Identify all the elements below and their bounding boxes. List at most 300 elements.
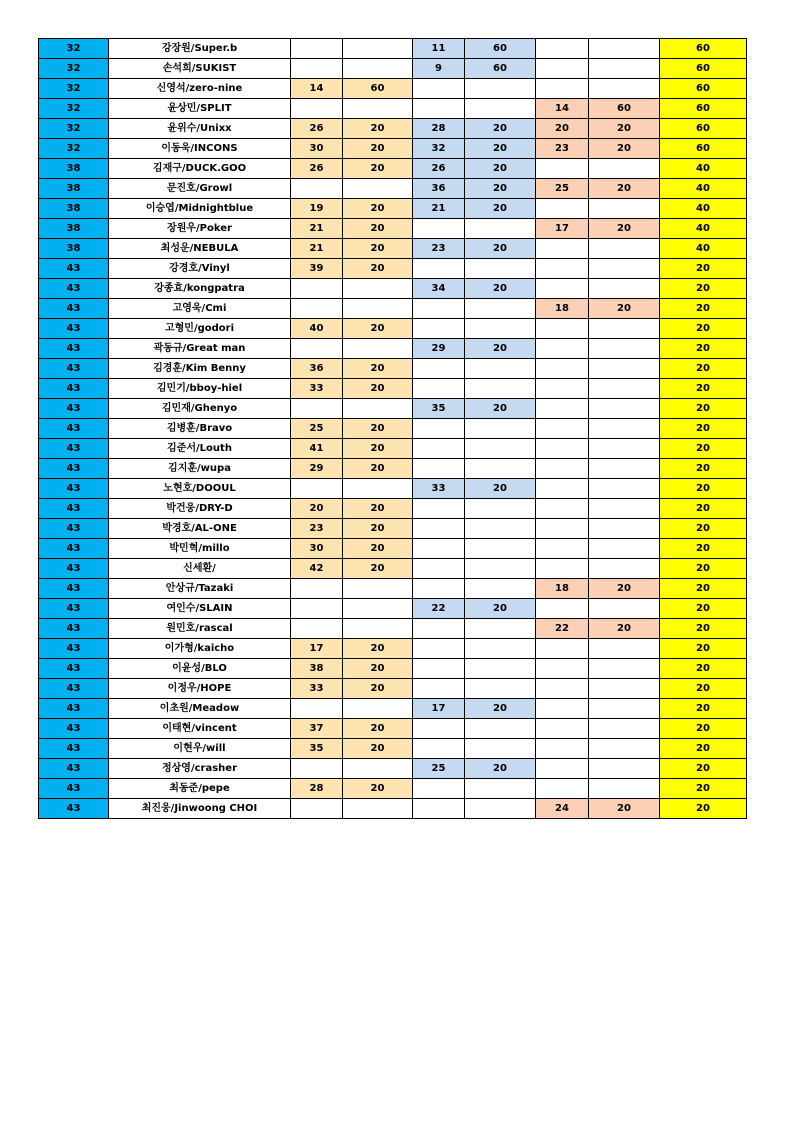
group-c-points-cell	[589, 519, 660, 539]
group-b-placing-cell	[413, 559, 465, 579]
table-row	[39, 459, 747, 479]
group-b-points-cell: 20	[465, 179, 536, 199]
group-c-points-cell	[589, 319, 660, 339]
group-a-points-cell: 20	[343, 459, 413, 479]
player-name-cell: 강장원/Super.b	[109, 39, 291, 59]
group-c-points-cell	[589, 779, 660, 799]
player-name-cell: 이현우/will	[109, 739, 291, 759]
table-row	[39, 79, 747, 99]
group-a-placing-cell: 41	[291, 439, 343, 459]
table-row	[39, 179, 747, 199]
group-c-points-cell	[589, 439, 660, 459]
rank-cell: 43	[39, 279, 109, 299]
group-b-points-cell	[465, 299, 536, 319]
rank-cell: 43	[39, 719, 109, 739]
group-b-points-cell	[465, 379, 536, 399]
player-name-cell: 박건웅/DRY-D	[109, 499, 291, 519]
group-a-placing-cell	[291, 479, 343, 499]
group-c-points-cell	[589, 39, 660, 59]
group-b-placing-cell: 34	[413, 279, 465, 299]
total-points-cell: 20	[660, 459, 747, 479]
group-b-points-cell: 20	[465, 599, 536, 619]
group-c-placing-cell	[536, 639, 589, 659]
rank-cell: 43	[39, 519, 109, 539]
rank-cell: 32	[39, 119, 109, 139]
group-c-points-cell	[589, 759, 660, 779]
group-b-points-cell: 20	[465, 399, 536, 419]
table-row	[39, 359, 747, 379]
group-c-points-cell: 20	[589, 619, 660, 639]
group-c-placing-cell	[536, 319, 589, 339]
group-c-points-cell	[589, 479, 660, 499]
group-b-points-cell	[465, 579, 536, 599]
rank-cell: 43	[39, 559, 109, 579]
group-b-placing-cell: 28	[413, 119, 465, 139]
table-row	[39, 599, 747, 619]
group-b-points-cell	[465, 79, 536, 99]
group-b-placing-cell: 32	[413, 139, 465, 159]
group-b-placing-cell: 35	[413, 399, 465, 419]
total-points-cell: 20	[660, 319, 747, 339]
group-c-placing-cell	[536, 699, 589, 719]
group-c-placing-cell: 18	[536, 579, 589, 599]
group-c-placing-cell	[536, 159, 589, 179]
group-b-placing-cell	[413, 719, 465, 739]
group-c-placing-cell	[536, 739, 589, 759]
total-points-cell: 20	[660, 559, 747, 579]
table-row	[39, 319, 747, 339]
total-points-cell: 20	[660, 659, 747, 679]
table-row	[39, 779, 747, 799]
table-row	[39, 439, 747, 459]
group-b-placing-cell	[413, 679, 465, 699]
rank-cell: 32	[39, 39, 109, 59]
group-b-points-cell	[465, 719, 536, 739]
group-c-placing-cell	[536, 439, 589, 459]
group-a-placing-cell: 38	[291, 659, 343, 679]
group-b-points-cell: 20	[465, 339, 536, 359]
group-c-placing-cell	[536, 659, 589, 679]
group-c-placing-cell	[536, 79, 589, 99]
group-b-placing-cell	[413, 99, 465, 119]
group-b-points-cell	[465, 779, 536, 799]
player-name-cell: 김민기/bboy-hiel	[109, 379, 291, 399]
group-a-placing-cell	[291, 279, 343, 299]
group-a-points-cell: 20	[343, 359, 413, 379]
group-c-placing-cell	[536, 399, 589, 419]
group-a-points-cell: 20	[343, 739, 413, 759]
group-a-points-cell	[343, 279, 413, 299]
group-c-placing-cell	[536, 379, 589, 399]
group-b-points-cell: 20	[465, 119, 536, 139]
group-b-points-cell	[465, 519, 536, 539]
rank-cell: 43	[39, 459, 109, 479]
player-name-cell: 김지훈/wupa	[109, 459, 291, 479]
table-row	[39, 39, 747, 59]
group-b-placing-cell	[413, 779, 465, 799]
rank-cell: 43	[39, 619, 109, 639]
player-name-cell: 김재구/DUCK.GOO	[109, 159, 291, 179]
group-b-placing-cell	[413, 79, 465, 99]
group-b-points-cell	[465, 99, 536, 119]
player-name-cell: 강경호/Vinyl	[109, 259, 291, 279]
group-a-points-cell: 20	[343, 139, 413, 159]
group-b-points-cell	[465, 619, 536, 639]
group-c-points-cell	[589, 699, 660, 719]
group-c-placing-cell	[536, 779, 589, 799]
group-a-placing-cell	[291, 759, 343, 779]
group-a-points-cell: 60	[343, 79, 413, 99]
rank-cell: 43	[39, 299, 109, 319]
player-name-cell: 이정우/HOPE	[109, 679, 291, 699]
table-row	[39, 759, 747, 779]
group-a-placing-cell	[291, 799, 343, 819]
group-c-placing-cell	[536, 519, 589, 539]
group-a-placing-cell: 17	[291, 639, 343, 659]
group-a-placing-cell: 26	[291, 119, 343, 139]
total-points-cell: 20	[660, 439, 747, 459]
rank-cell: 43	[39, 319, 109, 339]
group-a-placing-cell	[291, 619, 343, 639]
player-name-cell: 문진호/Growl	[109, 179, 291, 199]
rank-cell: 38	[39, 239, 109, 259]
group-a-points-cell: 20	[343, 119, 413, 139]
total-points-cell: 60	[660, 119, 747, 139]
group-a-points-cell: 20	[343, 679, 413, 699]
group-c-points-cell: 20	[589, 119, 660, 139]
group-c-placing-cell	[536, 759, 589, 779]
group-a-points-cell: 20	[343, 539, 413, 559]
group-a-placing-cell: 39	[291, 259, 343, 279]
rank-cell: 43	[39, 739, 109, 759]
group-b-placing-cell	[413, 359, 465, 379]
player-name-cell: 박경호/AL-ONE	[109, 519, 291, 539]
total-points-cell: 20	[660, 259, 747, 279]
group-c-placing-cell: 23	[536, 139, 589, 159]
total-points-cell: 20	[660, 779, 747, 799]
group-a-placing-cell: 30	[291, 139, 343, 159]
rank-cell: 43	[39, 599, 109, 619]
player-name-cell: 고형민/godori	[109, 319, 291, 339]
group-b-points-cell: 20	[465, 199, 536, 219]
table-row	[39, 579, 747, 599]
group-a-placing-cell: 19	[291, 199, 343, 219]
rank-cell: 38	[39, 179, 109, 199]
table-row	[39, 799, 747, 819]
group-b-points-cell	[465, 359, 536, 379]
group-a-placing-cell: 42	[291, 559, 343, 579]
group-a-points-cell: 20	[343, 219, 413, 239]
group-a-placing-cell: 25	[291, 419, 343, 439]
group-c-placing-cell	[536, 559, 589, 579]
group-a-points-cell	[343, 399, 413, 419]
group-c-points-cell: 20	[589, 179, 660, 199]
total-points-cell: 40	[660, 239, 747, 259]
player-name-cell: 김경훈/Kim Benny	[109, 359, 291, 379]
group-a-points-cell	[343, 39, 413, 59]
group-c-placing-cell	[536, 459, 589, 479]
group-b-points-cell	[465, 799, 536, 819]
group-c-points-cell	[589, 379, 660, 399]
rank-cell: 43	[39, 579, 109, 599]
table-row	[39, 159, 747, 179]
table-row	[39, 719, 747, 739]
group-c-placing-cell	[536, 259, 589, 279]
group-b-placing-cell	[413, 579, 465, 599]
total-points-cell: 20	[660, 539, 747, 559]
player-name-cell: 최진웅/Jinwoong CHOI	[109, 799, 291, 819]
rank-cell: 38	[39, 199, 109, 219]
player-name-cell: 강종효/kongpatra	[109, 279, 291, 299]
player-name-cell: 손석희/SUKIST	[109, 59, 291, 79]
total-points-cell: 20	[660, 399, 747, 419]
rank-cell: 43	[39, 699, 109, 719]
player-name-cell: 고영욱/Cmi	[109, 299, 291, 319]
group-c-points-cell	[589, 459, 660, 479]
group-b-points-cell	[465, 419, 536, 439]
rank-cell: 43	[39, 779, 109, 799]
group-c-points-cell	[589, 239, 660, 259]
total-points-cell: 20	[660, 519, 747, 539]
group-c-points-cell: 20	[589, 139, 660, 159]
group-b-placing-cell	[413, 299, 465, 319]
group-a-points-cell: 20	[343, 379, 413, 399]
group-a-placing-cell	[291, 59, 343, 79]
player-name-cell: 김민재/Ghenyo	[109, 399, 291, 419]
group-a-points-cell: 20	[343, 499, 413, 519]
group-a-points-cell	[343, 99, 413, 119]
table-row	[39, 59, 747, 79]
total-points-cell: 60	[660, 39, 747, 59]
group-c-points-cell	[589, 639, 660, 659]
group-a-points-cell	[343, 179, 413, 199]
group-c-points-cell	[589, 339, 660, 359]
table-row	[39, 499, 747, 519]
group-c-points-cell	[589, 419, 660, 439]
group-c-points-cell: 20	[589, 799, 660, 819]
rank-cell: 43	[39, 479, 109, 499]
group-b-points-cell: 20	[465, 479, 536, 499]
group-b-points-cell	[465, 559, 536, 579]
total-points-cell: 20	[660, 499, 747, 519]
table-row	[39, 539, 747, 559]
player-name-cell: 윤상민/SPLIT	[109, 99, 291, 119]
group-b-points-cell	[465, 679, 536, 699]
group-c-points-cell	[589, 79, 660, 99]
player-name-cell: 김준서/Louth	[109, 439, 291, 459]
group-b-placing-cell	[413, 459, 465, 479]
player-name-cell: 이가형/kaicho	[109, 639, 291, 659]
total-points-cell: 20	[660, 639, 747, 659]
group-b-points-cell: 20	[465, 279, 536, 299]
rank-cell: 43	[39, 399, 109, 419]
total-points-cell: 20	[660, 579, 747, 599]
table-body	[39, 39, 747, 819]
total-points-cell: 20	[660, 739, 747, 759]
player-name-cell: 안상규/Tazaki	[109, 579, 291, 599]
ranking-table	[38, 38, 747, 819]
table-row	[39, 519, 747, 539]
table-row	[39, 299, 747, 319]
total-points-cell: 60	[660, 59, 747, 79]
group-c-placing-cell	[536, 539, 589, 559]
group-c-points-cell	[589, 279, 660, 299]
group-c-points-cell	[589, 399, 660, 419]
group-a-placing-cell	[291, 599, 343, 619]
group-b-placing-cell: 17	[413, 699, 465, 719]
group-c-points-cell	[589, 659, 660, 679]
group-b-points-cell	[465, 439, 536, 459]
group-b-points-cell: 20	[465, 759, 536, 779]
total-points-cell: 20	[660, 679, 747, 699]
rank-cell: 43	[39, 259, 109, 279]
total-points-cell: 20	[660, 619, 747, 639]
group-b-placing-cell: 33	[413, 479, 465, 499]
group-a-points-cell: 20	[343, 519, 413, 539]
group-c-points-cell	[589, 159, 660, 179]
rank-cell: 43	[39, 359, 109, 379]
player-name-cell: 윤위수/Unixx	[109, 119, 291, 139]
group-b-placing-cell	[413, 739, 465, 759]
group-b-placing-cell	[413, 419, 465, 439]
table-row	[39, 219, 747, 239]
rank-cell: 38	[39, 159, 109, 179]
table-row	[39, 279, 747, 299]
group-b-points-cell	[465, 259, 536, 279]
group-b-points-cell	[465, 659, 536, 679]
total-points-cell: 40	[660, 159, 747, 179]
total-points-cell: 20	[660, 479, 747, 499]
group-b-placing-cell	[413, 519, 465, 539]
group-b-placing-cell: 25	[413, 759, 465, 779]
group-b-placing-cell	[413, 219, 465, 239]
group-a-placing-cell: 29	[291, 459, 343, 479]
group-b-points-cell: 20	[465, 239, 536, 259]
group-b-points-cell	[465, 539, 536, 559]
total-points-cell: 20	[660, 379, 747, 399]
group-b-points-cell	[465, 319, 536, 339]
group-c-points-cell: 20	[589, 579, 660, 599]
group-b-placing-cell	[413, 499, 465, 519]
group-a-points-cell	[343, 579, 413, 599]
group-a-points-cell	[343, 619, 413, 639]
group-c-placing-cell	[536, 199, 589, 219]
group-a-placing-cell: 35	[291, 739, 343, 759]
group-b-placing-cell	[413, 379, 465, 399]
group-a-placing-cell: 26	[291, 159, 343, 179]
table-row	[39, 139, 747, 159]
group-c-placing-cell: 14	[536, 99, 589, 119]
player-name-cell: 원민호/rascal	[109, 619, 291, 639]
group-a-placing-cell: 23	[291, 519, 343, 539]
group-b-points-cell: 20	[465, 139, 536, 159]
group-a-points-cell: 20	[343, 639, 413, 659]
group-b-placing-cell: 11	[413, 39, 465, 59]
group-a-placing-cell: 28	[291, 779, 343, 799]
group-a-points-cell	[343, 479, 413, 499]
group-a-placing-cell	[291, 699, 343, 719]
player-name-cell: 정상영/crasher	[109, 759, 291, 779]
group-b-placing-cell	[413, 319, 465, 339]
group-a-points-cell: 20	[343, 659, 413, 679]
group-a-placing-cell: 33	[291, 379, 343, 399]
group-c-placing-cell: 25	[536, 179, 589, 199]
group-a-placing-cell: 14	[291, 79, 343, 99]
rank-cell: 43	[39, 539, 109, 559]
group-c-placing-cell	[536, 239, 589, 259]
table-row	[39, 619, 747, 639]
group-a-placing-cell: 20	[291, 499, 343, 519]
group-a-points-cell: 20	[343, 159, 413, 179]
table-row	[39, 699, 747, 719]
group-b-placing-cell	[413, 259, 465, 279]
group-c-points-cell: 20	[589, 219, 660, 239]
group-c-placing-cell	[536, 419, 589, 439]
rank-cell: 43	[39, 439, 109, 459]
rank-cell: 32	[39, 59, 109, 79]
group-a-points-cell: 20	[343, 779, 413, 799]
rank-cell: 32	[39, 79, 109, 99]
group-a-points-cell: 20	[343, 259, 413, 279]
group-c-points-cell	[589, 259, 660, 279]
rank-cell: 43	[39, 339, 109, 359]
group-b-placing-cell: 36	[413, 179, 465, 199]
group-c-points-cell	[589, 499, 660, 519]
group-b-placing-cell	[413, 439, 465, 459]
group-b-points-cell	[465, 739, 536, 759]
group-c-points-cell	[589, 599, 660, 619]
group-c-points-cell	[589, 679, 660, 699]
group-b-points-cell	[465, 219, 536, 239]
group-b-placing-cell	[413, 639, 465, 659]
player-name-cell: 신영석/zero-nine	[109, 79, 291, 99]
table-row	[39, 739, 747, 759]
table-row	[39, 419, 747, 439]
total-points-cell: 20	[660, 599, 747, 619]
player-name-cell: 곽동규/Great man	[109, 339, 291, 359]
group-c-placing-cell: 17	[536, 219, 589, 239]
group-b-points-cell	[465, 459, 536, 479]
group-a-points-cell	[343, 59, 413, 79]
group-a-placing-cell	[291, 399, 343, 419]
group-b-points-cell: 20	[465, 159, 536, 179]
player-name-cell: 장원우/Poker	[109, 219, 291, 239]
group-a-points-cell: 20	[343, 719, 413, 739]
group-b-placing-cell: 23	[413, 239, 465, 259]
player-name-cell: 이초원/Meadow	[109, 699, 291, 719]
rank-cell: 43	[39, 659, 109, 679]
player-name-cell: 최성운/NEBULA	[109, 239, 291, 259]
group-a-placing-cell: 37	[291, 719, 343, 739]
group-a-placing-cell: 21	[291, 239, 343, 259]
group-a-points-cell: 20	[343, 559, 413, 579]
total-points-cell: 20	[660, 359, 747, 379]
player-name-cell: 김병훈/Bravo	[109, 419, 291, 439]
table-row	[39, 119, 747, 139]
table-row	[39, 99, 747, 119]
group-c-placing-cell	[536, 359, 589, 379]
group-a-placing-cell	[291, 339, 343, 359]
group-b-placing-cell	[413, 539, 465, 559]
player-name-cell: 노현호/DOOUL	[109, 479, 291, 499]
player-name-cell: 이동욱/INCONS	[109, 139, 291, 159]
group-b-points-cell: 20	[465, 699, 536, 719]
total-points-cell: 20	[660, 759, 747, 779]
group-a-points-cell	[343, 299, 413, 319]
total-points-cell: 40	[660, 219, 747, 239]
total-points-cell: 20	[660, 339, 747, 359]
group-c-points-cell	[589, 719, 660, 739]
